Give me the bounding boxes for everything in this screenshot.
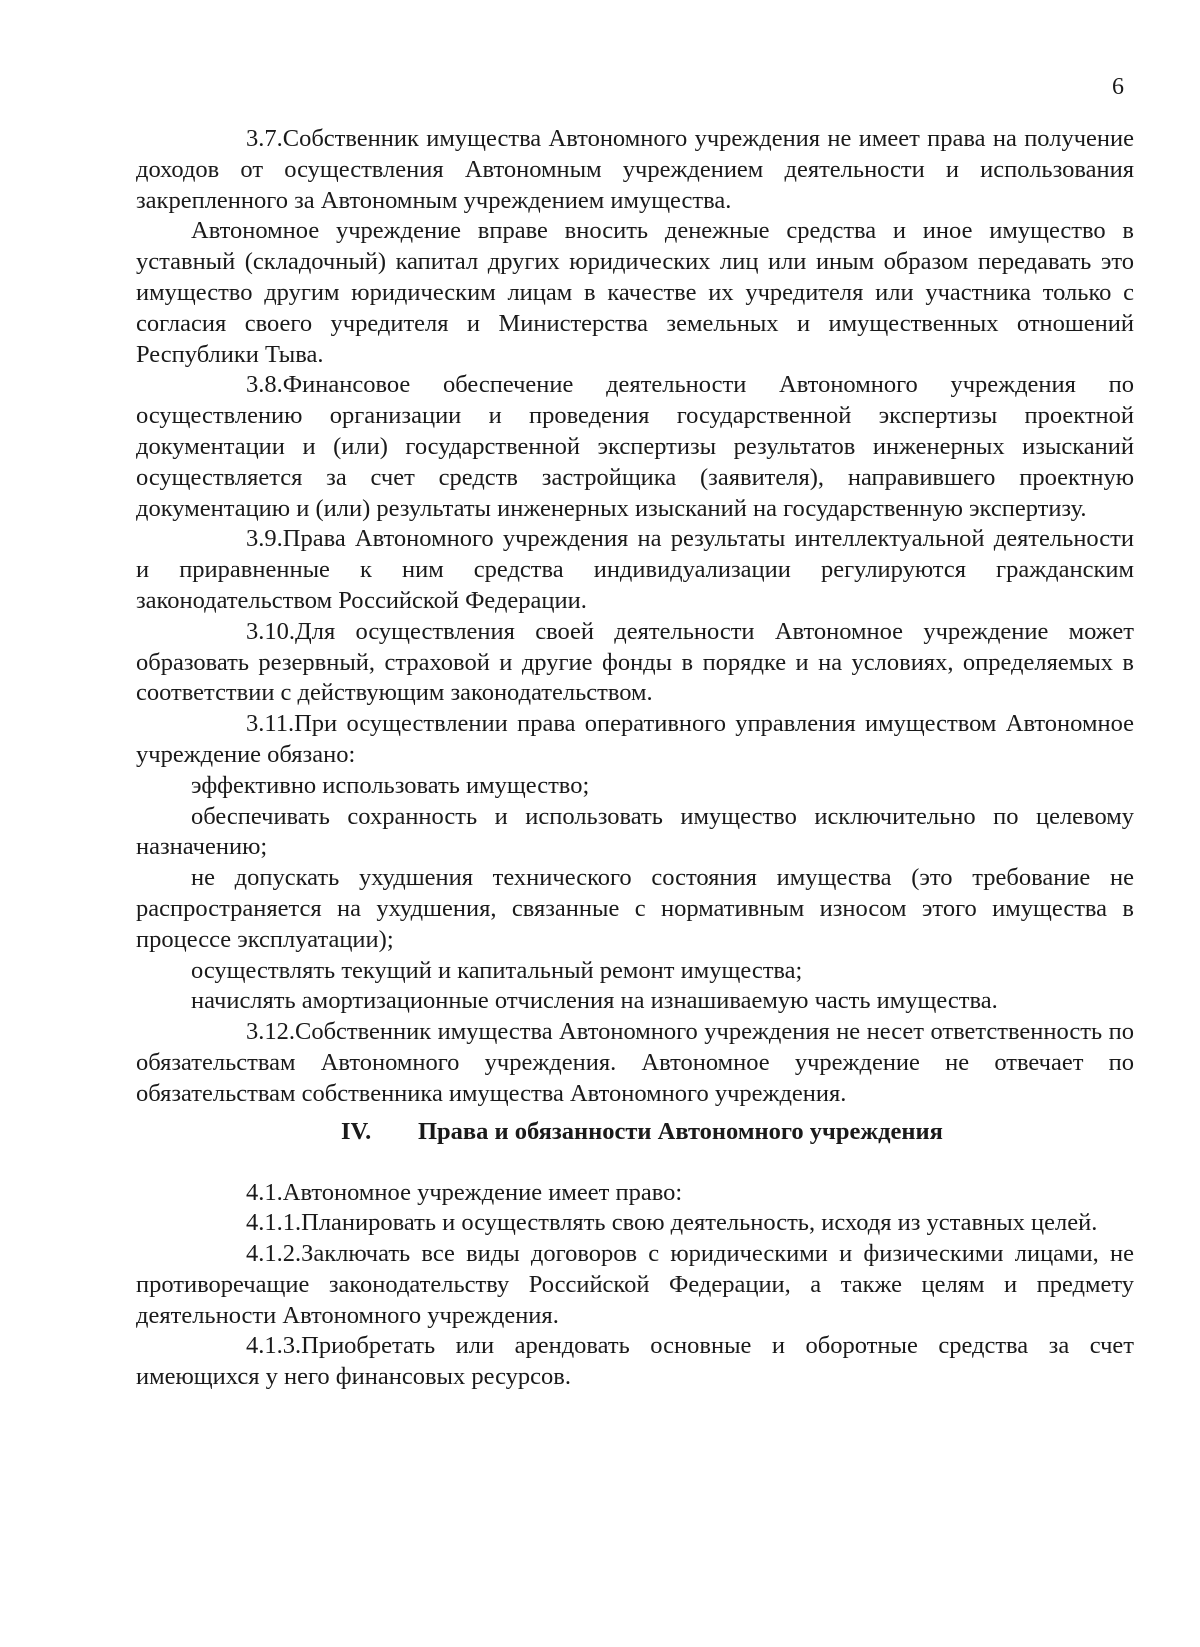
paragraph — [136, 986, 1134, 1017]
paragraph-text: обеспечивать сохранность и использовать имущество исключительно по целевому назначению; — [136, 802, 1134, 861]
paragraph — [136, 370, 1134, 524]
paragraph — [136, 1208, 1134, 1239]
paragraph — [136, 216, 1134, 370]
paragraph — [136, 956, 1134, 987]
paragraph — [136, 1239, 1134, 1331]
paragraph-text: Автономное учреждение имеет право: — [282, 1178, 683, 1206]
paragraph-text: начислять амортизационные отчисления на изнашиваемую часть имущества. — [191, 987, 998, 1015]
clause-number: 4.1.1. — [246, 1209, 302, 1237]
paragraph-text: эффективно использовать имущество; — [191, 771, 590, 799]
paragraph — [136, 771, 1134, 802]
paragraph-text: Собственник имущества Автономного учреждения не несет ответственность по обязательствам Автономного учреждения. Автономное учреждение не отвечает по обязательствам собственника имущества Автономного учреждения. — [136, 1018, 1134, 1107]
paragraph — [136, 124, 1134, 216]
section-3-paragraphs — [136, 124, 1134, 1110]
section-heading-title: Права и обязанности Автономного учреждения — [418, 1117, 943, 1145]
paragraph — [136, 524, 1134, 616]
clause-number: 4.1.3. — [246, 1332, 302, 1360]
clause-number: 4.1. — [246, 1178, 283, 1206]
section-4-paragraphs — [136, 1178, 1134, 1394]
paragraph-text: При осуществлении права оперативного управления имуществом Автономное учреждение обязано: — [136, 710, 1134, 768]
clause-number: 3.7. — [246, 125, 283, 152]
section-heading-number: IV. — [341, 1117, 372, 1145]
paragraph-text: Собственник имущества Автономного учреждения не имеет права на получение доходов от осуществления Автономным учреждением деятельности и использования закрепленного за Автономным учреждением имущества. — [136, 125, 1134, 214]
paragraph-text: не допускать ухудшения технического состояния имущества (это требование не распространяется на ухудшения, связанные с нормативным износом этого имущества в процессе эксплуатации); — [136, 864, 1134, 953]
paragraph — [136, 802, 1134, 864]
paragraph-text: осуществлять текущий и капитальный ремонт имущества; — [191, 956, 803, 984]
clause-number: 3.12. — [246, 1018, 295, 1046]
paragraph-text: Финансовое обеспечение деятельности Автономного учреждения по осуществлению организации и проведения государственной экспертизы проектной документации и (или) государственной экспертизы результатов инженерных изысканий осуществляется за счет средств застройщика (заявителя), направившего проектную документацию и (или) результаты инженерных изысканий на государственную экспертизу. — [136, 371, 1134, 522]
paragraph — [136, 1017, 1134, 1109]
clause-number: 3.10. — [246, 617, 295, 645]
paragraph-text: Автономное учреждение вправе вносить денежные средства и иное имущество в уставный (складочный) капитал других юридических лиц или иным образом передавать это имущество другим юридическим лицам в качестве их учредителя или участника только с согласия своего учредителя и Министерства земельных и имущественных отношений Республики Тыва. — [136, 217, 1134, 368]
paragraph-text: Приобретать или арендовать основные и оборотные средства за счет имеющихся у него финансовых ресурсов. — [136, 1332, 1134, 1391]
paragraph-text: Планировать и осуществлять свою деятельность, исходя из уставных целей. — [301, 1209, 1098, 1237]
heading-spacing — [136, 1148, 1134, 1178]
section-heading — [136, 1116, 1134, 1148]
clause-number: 3.9. — [246, 525, 283, 553]
paragraph — [136, 617, 1134, 709]
paragraph-text: Для осуществления своей деятельности Автономное учреждение может образовать резервный, страховой и другие фонды в порядке и на условиях, определяемых в соответствии с действующим законодательством. — [136, 617, 1134, 707]
paragraph — [136, 1331, 1134, 1393]
clause-number: 4.1.2. — [246, 1240, 302, 1268]
clause-number: 3.8. — [246, 371, 283, 399]
paragraph-text: Заключать все виды договоров с юридическими и физическими лицами, не противоречащие законодательству Российской Федерации, а также целям и предмету деятельности Автономного учреждения. — [136, 1240, 1134, 1329]
paragraph — [136, 709, 1134, 771]
paragraph — [136, 1178, 1134, 1209]
page-number: 6 — [1112, 74, 1124, 100]
paragraph-text: Права Автономного учреждения на результаты интеллектуальной деятельности и приравненные к ним средства индивидуализации регулируются гражданским законодательством Российской Федерации. — [136, 525, 1134, 614]
paragraph — [136, 863, 1134, 955]
clause-number: 3.11. — [246, 710, 295, 738]
document-body — [136, 124, 1134, 1393]
